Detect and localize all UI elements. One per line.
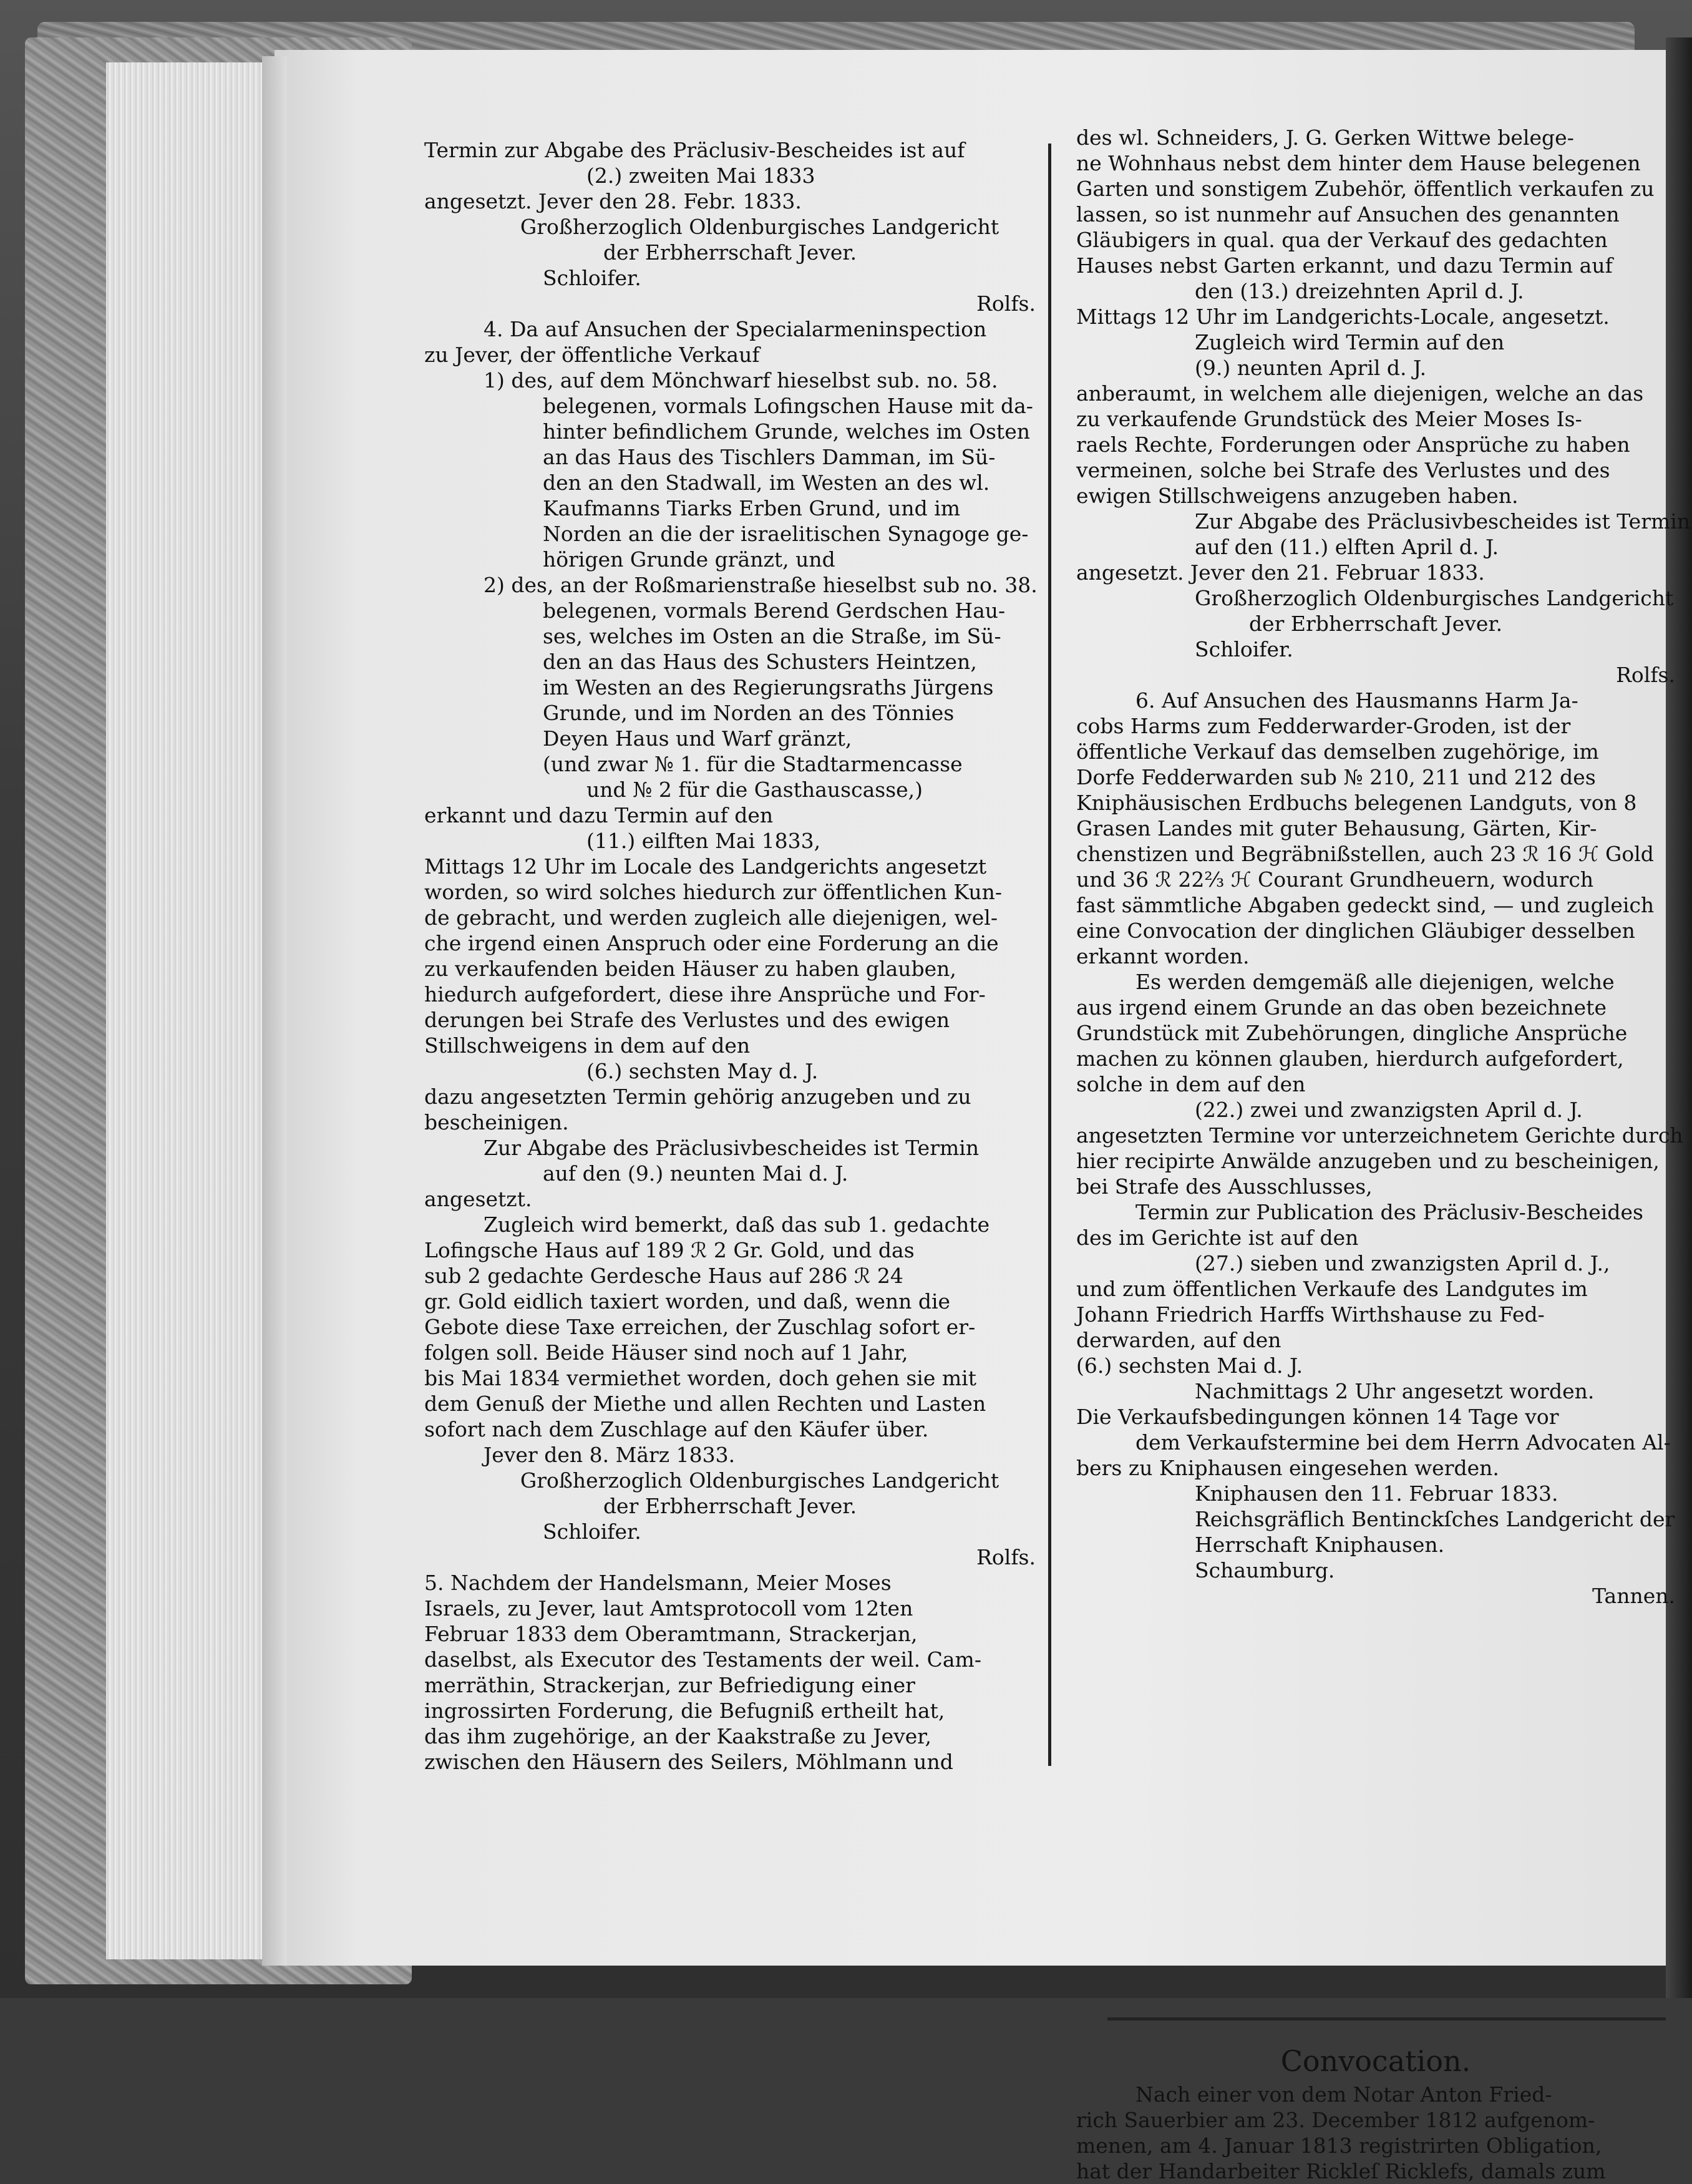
text-line: Norden an die der israelitischen Synagoge ge- bbox=[543, 522, 1029, 546]
text-line: 4. Da auf Ansuchen der Specialarmeninspection bbox=[484, 317, 987, 341]
convocation-heading: Convocation. bbox=[1280, 2044, 1471, 2078]
text-line: Garten und sonstigem Zubehör, öffentlich verkaufen zu bbox=[1076, 177, 1655, 201]
text-line: und № 2 für die Gasthauscasse,) bbox=[586, 778, 923, 802]
text-line: belegenen, vormals Berend Gerdschen Hau- bbox=[543, 598, 1006, 623]
text-line: der Erbherrschaft Jever. bbox=[603, 1494, 857, 1518]
text-line: Stillschweigens in dem auf den bbox=[424, 1033, 751, 1058]
text-line: Kniphäusischen Erdbuchs belegenen Landguts, von 8 bbox=[1076, 791, 1637, 815]
text-line: angesetzten Termine vor unterzeichnetem Gerichte durch bbox=[1076, 1123, 1683, 1148]
text-line: Reichsgräflich Bentinckſches Landgericht der bbox=[1195, 1507, 1675, 1531]
right-column bbox=[1076, 125, 1691, 1609]
text-line: worden, so wird solches hiedurch zur öffentlichen Kun- bbox=[424, 880, 1002, 904]
text-line: daselbst, als Executor des Testaments der weil. Cam- bbox=[424, 1647, 981, 1672]
text-line: (22.) zwei und zwanzigsten April d. J. bbox=[1195, 1098, 1583, 1122]
page-gutter bbox=[262, 56, 287, 1966]
text-line: vermeinen, solche bei Strafe des Verlustes und des bbox=[1076, 458, 1610, 482]
text-line: (11.) eilften Mai 1833, bbox=[586, 829, 821, 853]
left-column bbox=[424, 137, 1036, 1775]
text-line: zwischen den Häusern des Seilers, Möhlmann und bbox=[424, 1750, 953, 1774]
text-line: derwarden, auf den bbox=[1076, 1328, 1281, 1352]
text-line: Nach einer von dem Notar Anton Fried- bbox=[1135, 2082, 1552, 2107]
text-line: erkannt worden. bbox=[1076, 944, 1250, 968]
text-line: Schloifer. bbox=[543, 1519, 641, 1544]
text-line: angesetzt. Jever den 21. Februar 1833. bbox=[1076, 560, 1485, 585]
text-line: chenstizen und Begräbnißstellen, auch 23 ℛ 16 ℋ Gold bbox=[1076, 842, 1654, 866]
text-line: Großherzoglich Oldenburgisches Landgericht bbox=[520, 1468, 999, 1493]
text-line: belegenen, vormals Lofingschen Hause mit da- bbox=[543, 394, 1033, 418]
text-line: des wl. Schneiders, J. G. Gerken Wittwe belege- bbox=[1076, 125, 1574, 150]
text-line: gr. Gold eidlich taxiert worden, und daß, wenn die bbox=[424, 1289, 951, 1314]
text-line: lassen, so ist nunmehr auf Ansuchen des genannten bbox=[1076, 202, 1620, 227]
text-line: zu Jever, der öffentliche Verkauf bbox=[424, 343, 760, 367]
text-line: rich Sauerbier am 23. December 1812 aufgenom- bbox=[1076, 2108, 1595, 2132]
text-line: Nachmittags 2 Uhr angesetzt worden. bbox=[1195, 1379, 1595, 1403]
text-line: auf den (11.) elften April d. J. bbox=[1195, 535, 1499, 559]
text-line: dazu angesetzten Termin gehörig anzugeben und zu bbox=[424, 1085, 971, 1109]
text-line: Kniphausen den 11. Februar 1833. bbox=[1195, 1481, 1558, 1506]
text-line: 2) des, an der Roßmarienstraße hieselbst sub no. 38. bbox=[484, 573, 1038, 597]
text-line: Dorfe Fedderwarden sub № 210, 211 und 212 des bbox=[1076, 765, 1596, 789]
text-line: Großherzoglich Oldenburgisches Landgericht bbox=[520, 215, 999, 239]
text-line: de gebracht, und werden zugleich alle diejenigen, wel- bbox=[424, 905, 998, 930]
text-line: Mittags 12 Uhr im Landgerichts-Locale, angesetzt. bbox=[1076, 305, 1610, 329]
text-line: (2.) zweiten Mai 1833 bbox=[586, 163, 815, 188]
text-line: Termin zur Publication des Präclusiv-Bescheides bbox=[1135, 1200, 1643, 1224]
text-line: aus irgend einem Grunde an das oben bezeichnete bbox=[1076, 995, 1607, 1020]
text-line: (und zwar № 1. für die Stadtarmencasse bbox=[543, 752, 963, 776]
text-line: Zugleich wird bemerkt, daß das sub 1. gedachte bbox=[484, 1212, 990, 1237]
text-line: hier recipirte Anwälde anzugeben und zu bescheinigen, bbox=[1076, 1149, 1660, 1173]
text-line: hiedurch aufgefordert, diese ihre Ansprüche und For- bbox=[424, 982, 986, 1007]
text-line: (27.) sieben und zwanzigsten April d. J., bbox=[1195, 1251, 1610, 1275]
text-line: Herrschaft Kniphausen. bbox=[1195, 1533, 1445, 1557]
text-line: (6.) sechsten May d. J. bbox=[586, 1059, 819, 1083]
text-line: zu verkaufenden beiden Häuser zu haben glauben, bbox=[424, 957, 956, 981]
text-line: und 36 ℛ 22⅔ ℋ Courant Grundheuern, wodurch bbox=[1076, 867, 1594, 892]
text-line: menen, am 4. Januar 1813 registrirten Obligation, bbox=[1076, 2133, 1602, 2158]
text-line: Februar 1833 dem Oberamtmann, Strackerjan, bbox=[424, 1622, 918, 1646]
text-line: fast sämmtliche Abgaben gedeckt sind, — und zugleich bbox=[1076, 893, 1655, 917]
text-line: folgen soll. Beide Häuser sind noch auf 1 Jahr, bbox=[424, 1340, 908, 1365]
text-line: öffentliche Verkauf das demselben zugehörige, im bbox=[1076, 739, 1599, 764]
text-line: den an den Stadwall, im Westen an des wl. bbox=[543, 470, 990, 495]
convocation-section bbox=[1076, 2040, 1675, 2184]
text-line: (9.) neunten April d. J. bbox=[1195, 356, 1427, 380]
text-line: Lofingsche Haus auf 189 ℛ 2 Gr. Gold, und das bbox=[424, 1238, 915, 1262]
text-line: sofort nach dem Zuschlage auf den Käufer über. bbox=[424, 1417, 929, 1441]
text-line: angesetzt. Jever den 28. Febr. 1833. bbox=[424, 189, 802, 213]
text-line: der Erbherrschaft Jever. bbox=[1248, 612, 1503, 636]
text-line: che irgend einen Anspruch oder eine Forderung an die bbox=[424, 931, 999, 955]
text-line: Zur Abgabe des Präclusivbescheides ist Termin bbox=[1195, 509, 1691, 534]
text-line: auf den (9.) neunten Mai d. J. bbox=[543, 1161, 848, 1186]
text-line: bis Mai 1834 vermiethet worden, doch gehen sie mit bbox=[424, 1366, 976, 1390]
text-line: sub 2 gedachte Gerdesche Haus auf 286 ℛ 24 bbox=[424, 1264, 903, 1288]
text-line: Termin zur Abgabe des Präclusiv-Bescheides ist auf bbox=[424, 138, 965, 162]
text-line: Mittags 12 Uhr im Locale des Landgerichts angesetzt bbox=[424, 854, 987, 879]
column-divider bbox=[1048, 144, 1051, 1766]
text-line: Gebote diese Taxe erreichen, der Zuschlag sofort er- bbox=[424, 1315, 976, 1339]
text-line: Rolfs. bbox=[976, 1545, 1036, 1569]
text-line: eine Convocation der dinglichen Gläubiger desselben bbox=[1076, 919, 1635, 943]
text-line: 6. Auf Ansuchen des Hausmanns Harm Ja- bbox=[1135, 688, 1578, 713]
text-line: an das Haus des Tischlers Damman, im Sü- bbox=[543, 445, 996, 469]
text-line: hat der Handarbeiter Rickleſ Ricklefs, damals zum bbox=[1076, 2159, 1606, 2183]
text-line: Tannen. bbox=[1592, 1584, 1675, 1608]
text-line: Schaumburg. bbox=[1195, 1558, 1335, 1582]
text-line: ewigen Stillschweigens anzugeben haben. bbox=[1076, 484, 1519, 508]
convocation-lines bbox=[1076, 2082, 1675, 2184]
text-line: Rolfs. bbox=[976, 291, 1036, 316]
text-line: hörigen Grunde gränzt, und bbox=[543, 547, 835, 572]
text-line: Schloifer. bbox=[1195, 637, 1293, 661]
text-line: Gläubigers in qual. qua der Verkauf des gedachten bbox=[1076, 228, 1608, 252]
text-line: ses, welches im Osten an die Straße, im Sü- bbox=[543, 624, 1001, 648]
text-line: Kaufmanns Tiarks Erben Grund, und im bbox=[543, 496, 961, 520]
text-line: zu verkaufende Grundstück des Meier Moses Is- bbox=[1076, 407, 1582, 431]
text-line: angesetzt. bbox=[424, 1187, 532, 1211]
page-edges bbox=[106, 62, 283, 1959]
text-line: 5. Nachdem der Handelsmann, Meier Moses bbox=[424, 1571, 892, 1595]
text-line: den (13.) dreizehnten April d. J. bbox=[1195, 279, 1524, 303]
text-line: Jever den 8. März 1833. bbox=[484, 1443, 736, 1467]
text-line: hinter befindlichem Grunde, welches im Osten bbox=[543, 419, 1030, 444]
text-line: ingrossirten Forderung, die Befugniß ertheilt hat, bbox=[424, 1699, 945, 1723]
text-line: solche in dem auf den bbox=[1076, 1072, 1306, 1096]
text-line: im Westen an des Regierungsraths Jürgens bbox=[543, 675, 994, 700]
text-line: der Erbherrschaft Jever. bbox=[603, 240, 857, 265]
text-line: dem Genuß der Miethe und allen Rechten und Lasten bbox=[424, 1392, 986, 1416]
text-line: den an das Haus des Schusters Heintzen, bbox=[543, 650, 977, 674]
text-line: anberaumt, in welchem alle diejenigen, welche an das bbox=[1076, 381, 1644, 406]
text-line: des im Gerichte ist auf den bbox=[1076, 1226, 1359, 1250]
text-line: Grunde, und im Norden an des Tönnies bbox=[543, 701, 955, 725]
text-line: cobs Harms zum Fedderwarder-Groden, ist der bbox=[1076, 714, 1571, 738]
text-line: Deyen Haus und Warf gränzt, bbox=[543, 726, 852, 751]
text-line: Es werden demgemäß alle diejenigen, welche bbox=[1135, 970, 1615, 994]
text-line: Zugleich wird Termin auf den bbox=[1195, 330, 1505, 354]
text-line: merräthin, Strackerjan, zur Befriedigung einer bbox=[424, 1673, 915, 1697]
text-line: bei Strafe des Ausschlusses, bbox=[1076, 1174, 1373, 1199]
text-line: derungen bei Strafe des Verlustes und des ewigen bbox=[424, 1008, 950, 1032]
text-line: Großherzoglich Oldenburgisches Landgericht bbox=[1195, 586, 1674, 610]
text-line: 1) des, auf dem Mönchwarf hieselbst sub. no. 58. bbox=[484, 368, 998, 392]
text-line: Johann Friedrich Harffs Wirthshause zu Fed- bbox=[1076, 1302, 1545, 1327]
text-line: Israels, zu Jever, laut Amtsprotocoll vom 12ten bbox=[424, 1596, 913, 1621]
text-line: bescheinigen. bbox=[424, 1110, 569, 1134]
text-line: Schloifer. bbox=[543, 266, 641, 290]
text-line: (6.) sechsten Mai d. J. bbox=[1076, 1353, 1303, 1378]
text-line: Die Verkaufsbedingungen können 14 Tage vor bbox=[1076, 1405, 1559, 1429]
text-line: ne Wohnhaus nebst dem hinter dem Hause belegenen bbox=[1076, 151, 1641, 175]
section-divider bbox=[1107, 2017, 1666, 2021]
text-line: Zur Abgabe des Präclusivbescheides ist Termin bbox=[484, 1136, 980, 1160]
text-line: Rolfs. bbox=[1616, 663, 1675, 687]
text-line: Hauses nebst Garten erkannt, und dazu Termin auf bbox=[1076, 253, 1613, 278]
text-line: bers zu Kniphausen eingesehen werden. bbox=[1076, 1456, 1499, 1480]
text-line: erkannt und dazu Termin auf den bbox=[424, 803, 774, 827]
text-line: raels Rechte, Forderungen oder Ansprüche zu haben bbox=[1076, 432, 1630, 457]
text-line: Grasen Landes mit guter Behausung, Gärten, Kir- bbox=[1076, 816, 1597, 841]
text-line: und zum öffentlichen Verkaufe des Landgutes im bbox=[1076, 1277, 1588, 1301]
text-line: das ihm zugehörige, an der Kaakstraße zu Jever, bbox=[424, 1724, 931, 1748]
text-line: machen zu können glauben, hierdurch aufgefordert, bbox=[1076, 1046, 1624, 1071]
text-line: Grundstück mit Zubehörungen, dingliche Ansprüche bbox=[1076, 1021, 1628, 1045]
text-line: dem Verkaufstermine bei dem Herrn Advocaten Al- bbox=[1135, 1430, 1671, 1455]
